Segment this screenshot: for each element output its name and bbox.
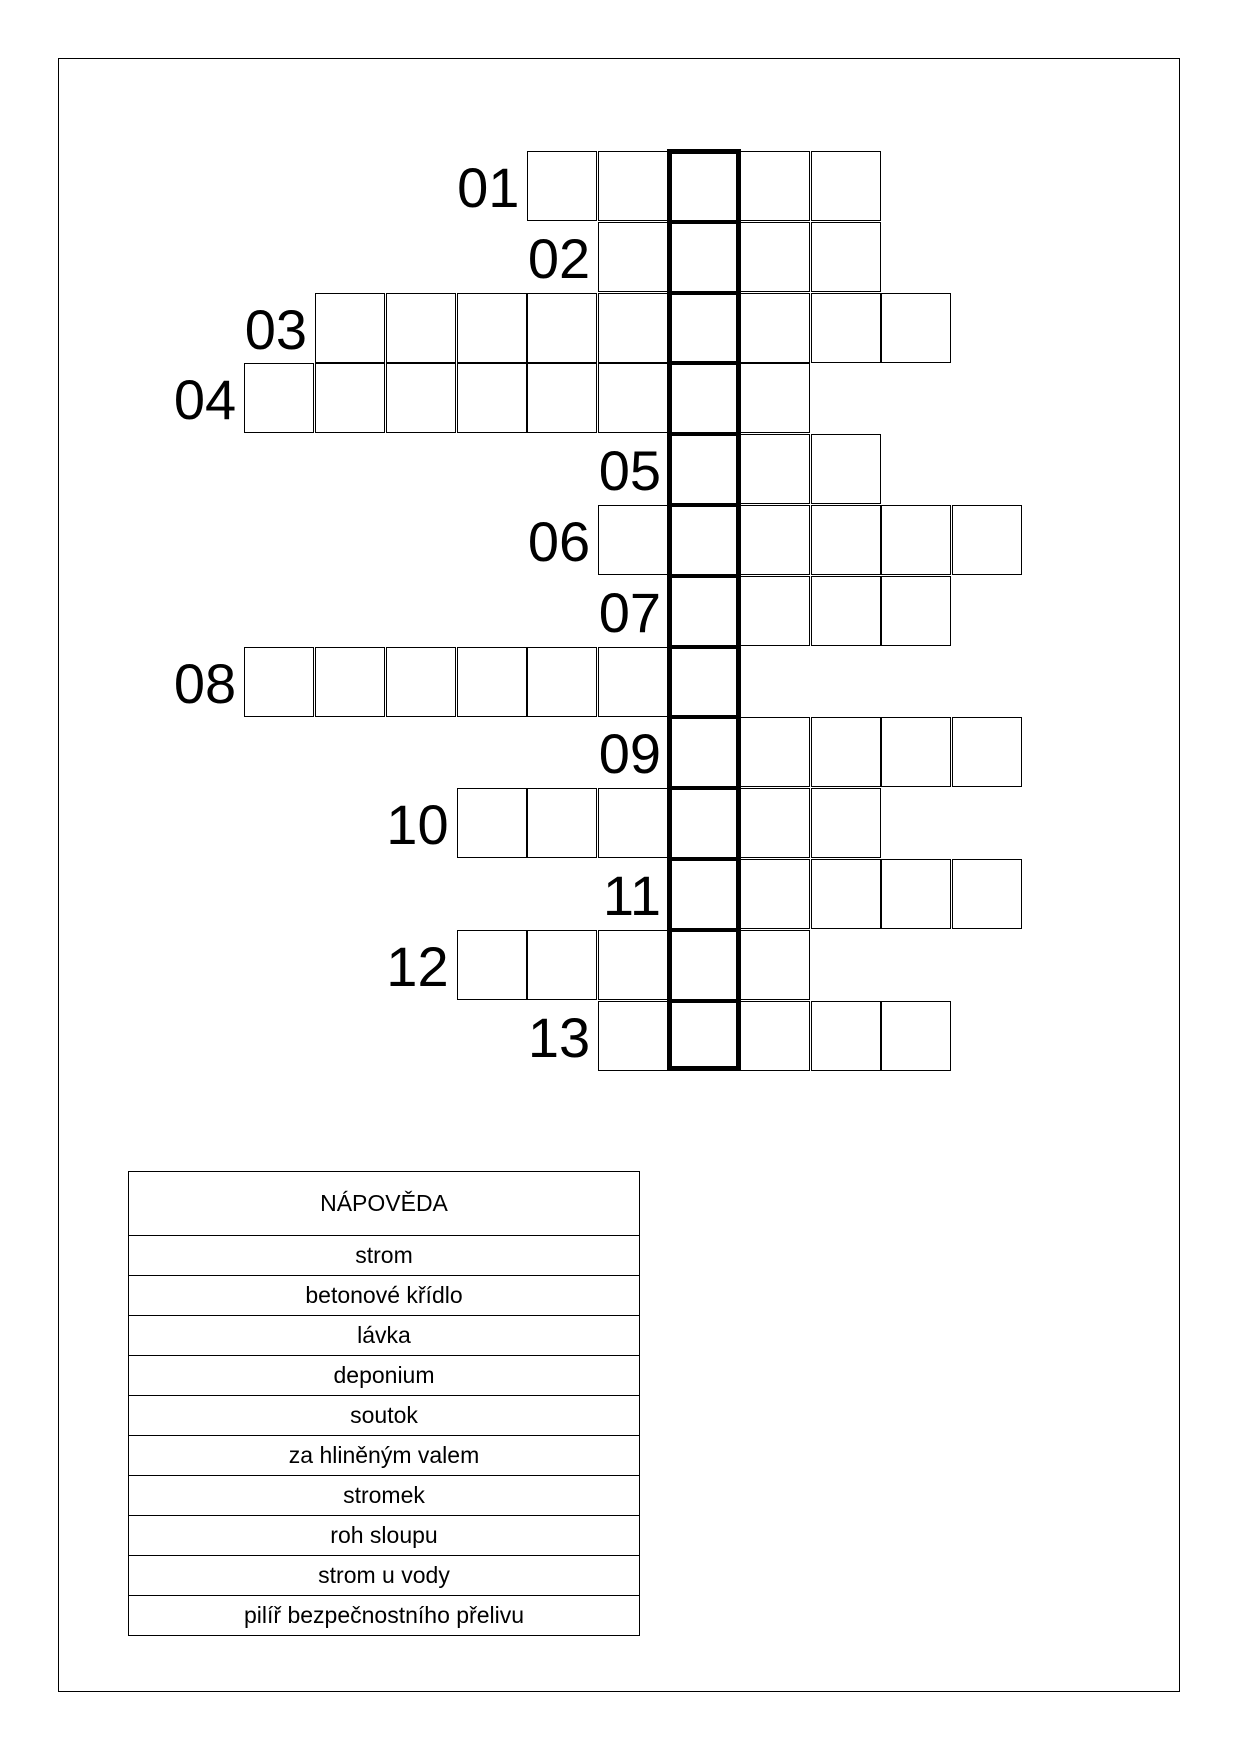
crossword-cell[interactable]	[811, 788, 881, 858]
solution-cell[interactable]	[669, 859, 739, 929]
crossword-cell[interactable]	[811, 576, 881, 646]
solution-cell[interactable]	[669, 151, 739, 221]
solution-cell[interactable]	[669, 930, 739, 1000]
hint-item: deponium	[129, 1356, 640, 1396]
crossword-cell[interactable]	[598, 505, 668, 575]
crossword-cell[interactable]	[740, 717, 810, 787]
hint-item: lávka	[129, 1316, 640, 1356]
crossword-cell[interactable]	[952, 859, 1022, 929]
row-number: 04	[173, 368, 237, 432]
crossword-cell[interactable]	[457, 788, 527, 858]
crossword-cell[interactable]	[811, 293, 881, 363]
crossword-cell[interactable]	[881, 717, 951, 787]
row-number: 05	[598, 439, 661, 503]
row-number: 12	[386, 934, 449, 998]
solution-cell[interactable]	[669, 717, 739, 787]
crossword-cell[interactable]	[740, 1001, 810, 1071]
crossword-cell[interactable]	[315, 647, 385, 717]
hint-item: strom u vody	[129, 1556, 640, 1596]
crossword-cell[interactable]	[598, 293, 668, 363]
crossword-cell[interactable]	[598, 151, 668, 221]
crossword-cell[interactable]	[457, 293, 527, 363]
crossword-cell[interactable]	[881, 859, 951, 929]
crossword-cell[interactable]	[598, 647, 668, 717]
crossword-cell[interactable]	[386, 363, 456, 433]
crossword-cell[interactable]	[315, 293, 385, 363]
hint-item: roh sloupu	[129, 1516, 640, 1556]
crossword-cell[interactable]	[811, 434, 881, 504]
crossword-cell[interactable]	[952, 505, 1022, 575]
crossword-cell[interactable]	[811, 505, 881, 575]
crossword-cell[interactable]	[244, 363, 314, 433]
row-number: 06	[527, 510, 591, 573]
crossword-cell[interactable]	[740, 293, 810, 363]
crossword-cell[interactable]	[740, 930, 810, 1000]
solution-cell[interactable]	[669, 576, 739, 646]
crossword-cell[interactable]	[527, 647, 597, 717]
crossword-cell[interactable]	[315, 363, 385, 433]
solution-cell[interactable]	[669, 363, 739, 433]
hint-table	[128, 1171, 640, 1636]
crossword-cell[interactable]	[527, 151, 597, 221]
hint-item: betonové křídlo	[129, 1276, 640, 1316]
crossword-cell[interactable]	[598, 222, 668, 292]
crossword-cell[interactable]	[811, 717, 881, 787]
crossword-cell[interactable]	[457, 363, 527, 433]
crossword-cell[interactable]	[740, 363, 810, 433]
crossword-cell[interactable]	[881, 505, 951, 575]
crossword-cell[interactable]	[811, 151, 881, 221]
solution-cell[interactable]	[669, 505, 739, 575]
solution-cell[interactable]	[669, 434, 739, 504]
row-number: 09	[598, 722, 661, 786]
crossword-cell[interactable]	[811, 859, 881, 929]
crossword-cell[interactable]	[952, 717, 1022, 787]
hint-item: stromek	[129, 1476, 640, 1516]
hint-title: NÁPOVĚDA	[129, 1172, 640, 1236]
crossword-cell[interactable]	[527, 788, 597, 858]
crossword-cell[interactable]	[740, 505, 810, 575]
hint-item: pilíř bezpečnostního přelivu	[129, 1596, 640, 1636]
solution-cell[interactable]	[669, 222, 739, 292]
row-number: 08	[173, 651, 237, 715]
crossword-cell[interactable]	[881, 576, 951, 646]
crossword-cell[interactable]	[598, 930, 668, 1000]
crossword-cell[interactable]	[598, 363, 668, 433]
crossword-cell[interactable]	[881, 1001, 951, 1071]
crossword-cell[interactable]	[881, 293, 951, 363]
solution-cell[interactable]	[669, 293, 739, 363]
hint-item: za hliněným valem	[129, 1436, 640, 1476]
row-number: 11	[602, 864, 661, 927]
row-number: 02	[527, 226, 591, 290]
crossword-cell[interactable]	[740, 151, 810, 221]
row-number: 03	[244, 297, 307, 361]
crossword-cell[interactable]	[740, 222, 810, 292]
crossword-cell[interactable]	[811, 1001, 881, 1071]
crossword-cell[interactable]	[527, 293, 597, 363]
row-number: 07	[598, 580, 661, 644]
crossword-cell[interactable]	[527, 363, 597, 433]
solution-cell[interactable]	[669, 1001, 739, 1071]
crossword-cell[interactable]	[740, 576, 810, 646]
row-number: 13	[527, 1005, 591, 1069]
hint-item: strom	[129, 1236, 640, 1276]
crossword-cell[interactable]	[386, 293, 456, 363]
crossword-cell[interactable]	[740, 434, 810, 504]
crossword-cell[interactable]	[457, 930, 527, 1000]
row-number: 01	[457, 156, 520, 219]
crossword-cell[interactable]	[457, 647, 527, 717]
crossword-cell[interactable]	[740, 859, 810, 929]
row-number: 10	[386, 793, 449, 857]
crossword-cell[interactable]	[244, 647, 314, 717]
crossword-cell[interactable]	[598, 788, 668, 858]
crossword-cell[interactable]	[740, 788, 810, 858]
crossword-cell[interactable]	[386, 647, 456, 717]
crossword-cell[interactable]	[811, 222, 881, 292]
solution-cell[interactable]	[669, 788, 739, 858]
solution-cell[interactable]	[669, 647, 739, 717]
crossword-cell[interactable]	[598, 1001, 668, 1071]
crossword-cell[interactable]	[527, 930, 597, 1000]
hint-item: soutok	[129, 1396, 640, 1436]
